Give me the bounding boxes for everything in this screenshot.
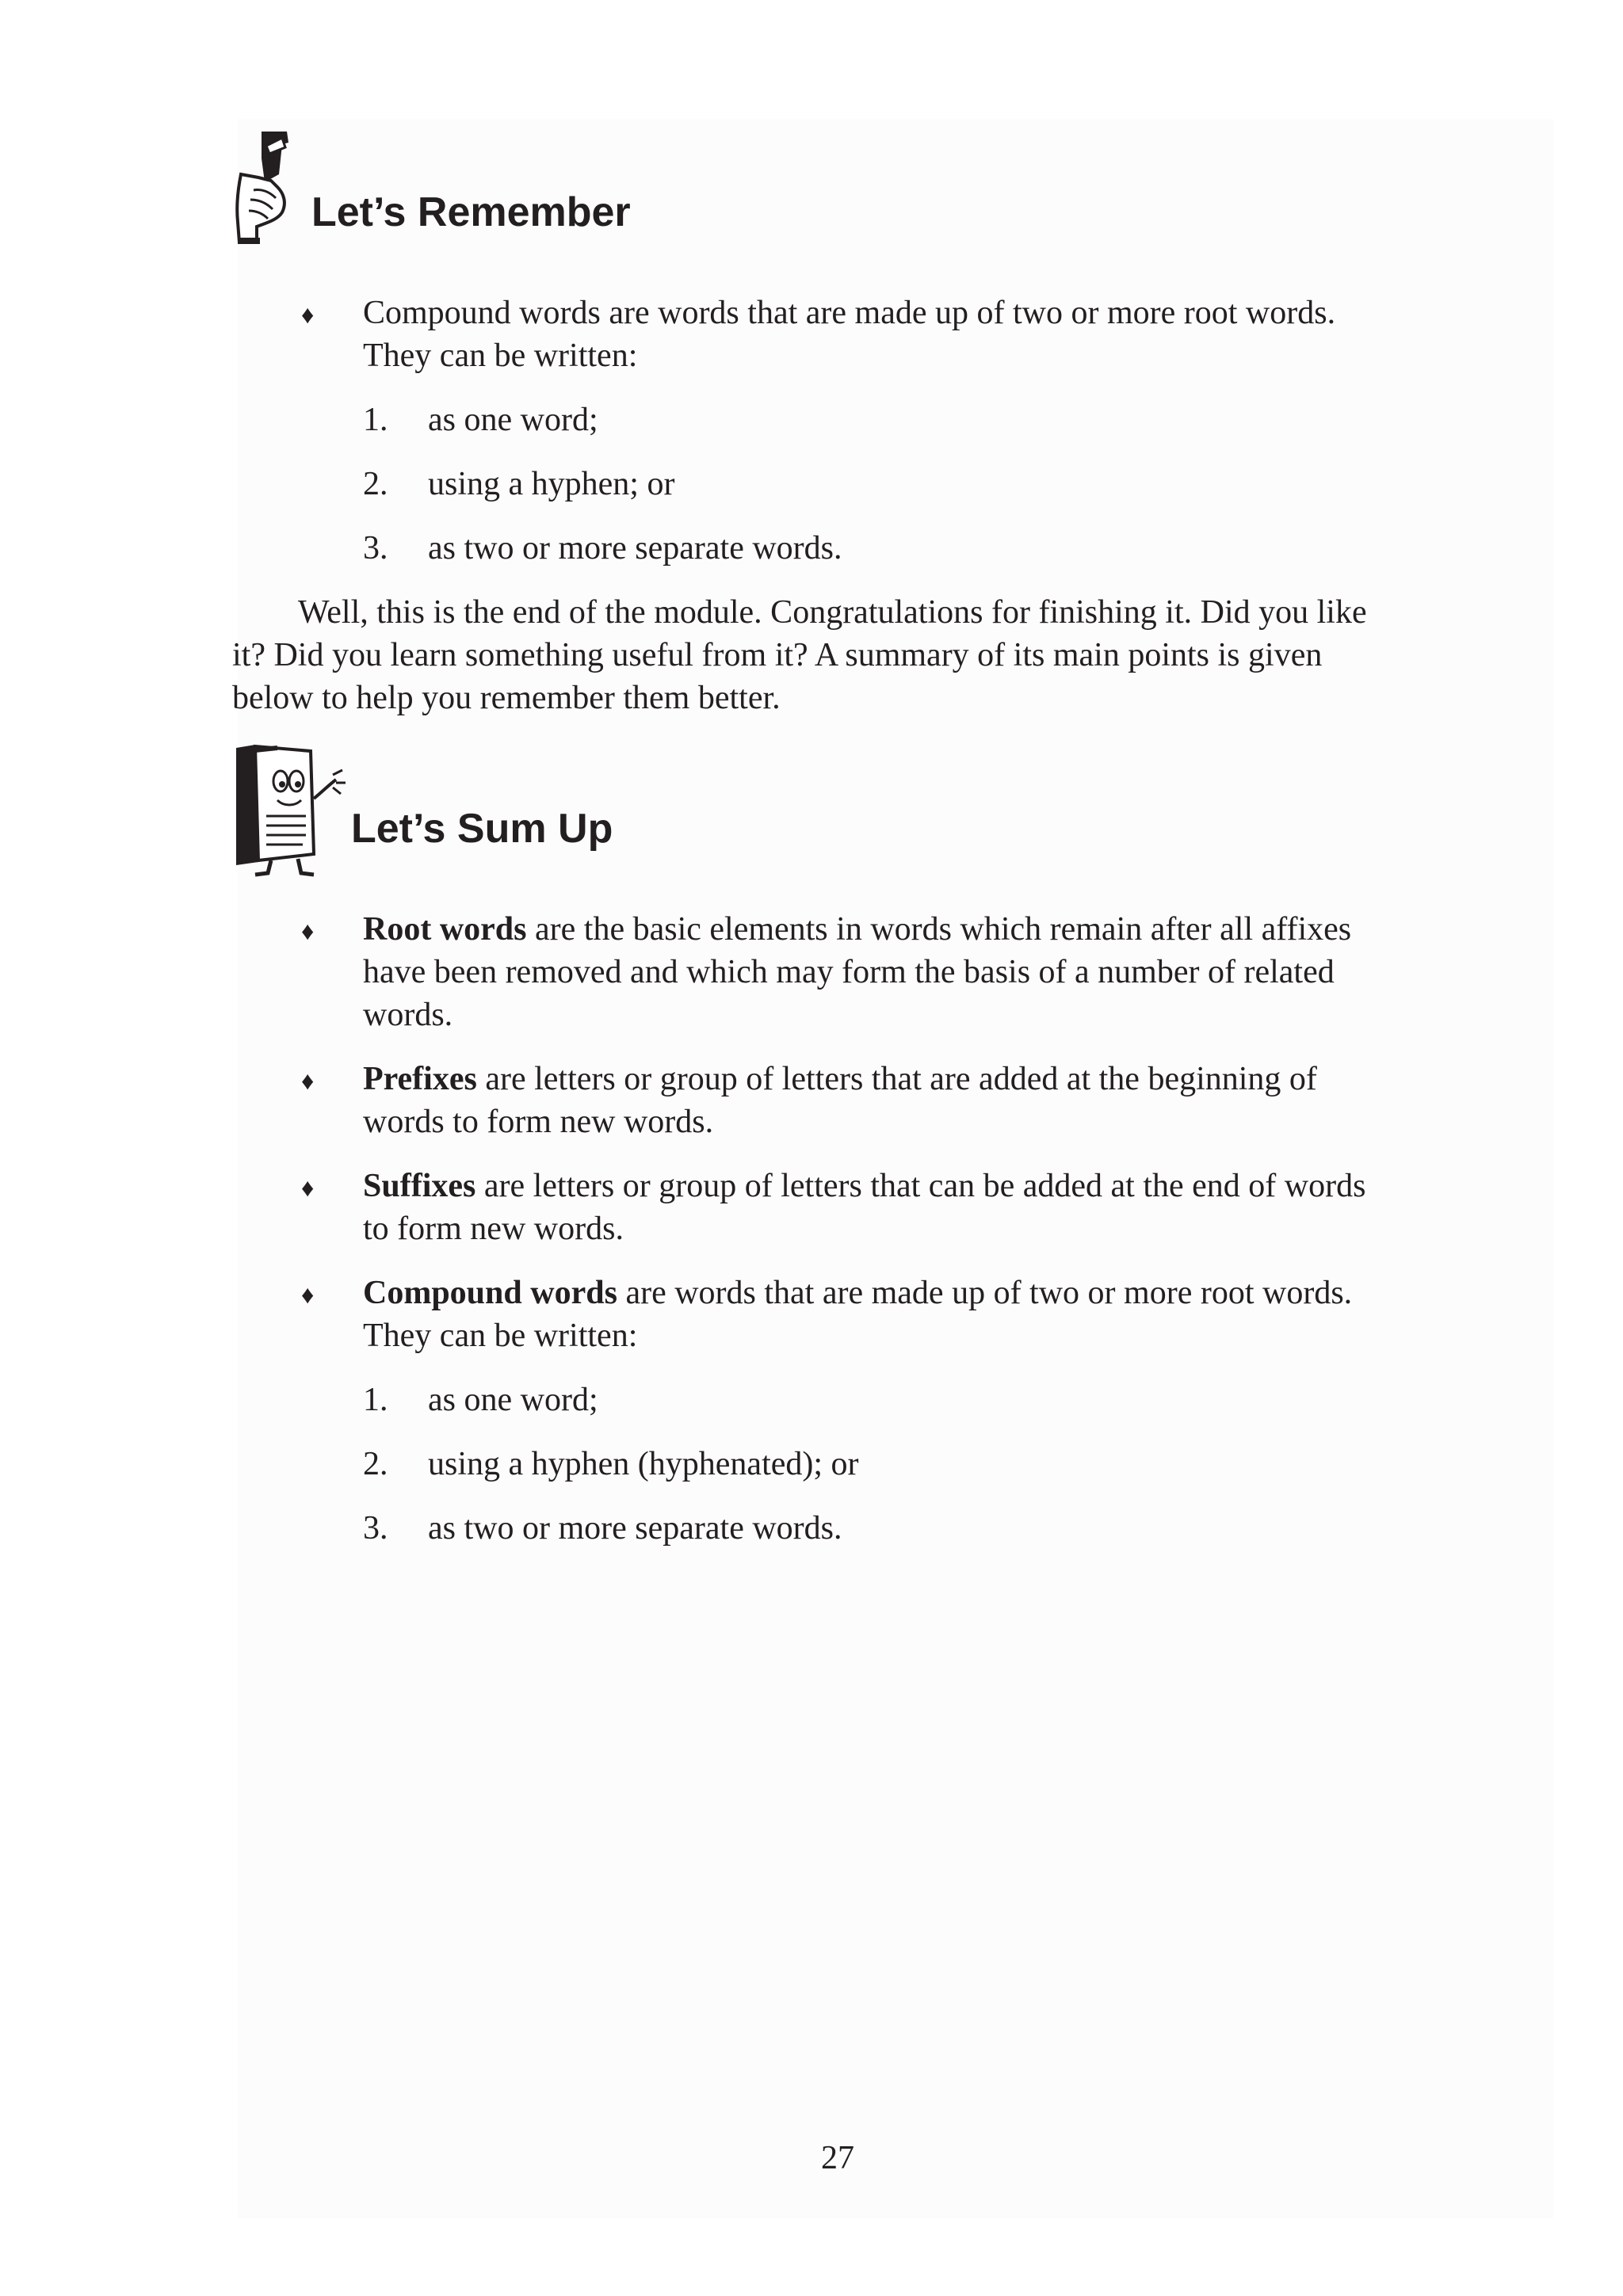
term-compound-words: Compound words [363, 1275, 617, 1311]
remember-list-item-2: using a hyphen; or [428, 466, 675, 502]
page-number: 27 [821, 2140, 854, 2176]
sumup-bullet-suffixes-line-1: Suffixes are letters or group of letters that can be added at the end of words [363, 1168, 1366, 1204]
sumup-list-item-1: as one word; [428, 1382, 598, 1418]
sumup-list-number-1: 1. [363, 1382, 388, 1418]
term-suffixes: Suffixes [363, 1168, 476, 1204]
sumup-list-item-2: using a hyphen (hyphenated); or [428, 1446, 859, 1482]
bullet-diamond-icon: ♦ [301, 1280, 315, 1309]
bullet-diamond-icon: ♦ [301, 917, 315, 945]
sumup-list-number-3: 3. [363, 1510, 388, 1547]
remember-list-number-3: 3. [363, 530, 388, 566]
term-root-words: Root words [363, 911, 527, 948]
sumup-list-item-3: as two or more separate words. [428, 1510, 842, 1547]
bullet-diamond-icon: ♦ [301, 300, 315, 329]
sumup-bullet-prefixes-line-2: words to form new words. [363, 1104, 714, 1140]
remember-list-item-1: as one word; [428, 402, 598, 438]
term-prefixes: Prefixes [363, 1061, 477, 1097]
sumup-bullet-root-words-line-2: have been removed and which may form the basis of a number of related [363, 954, 1335, 990]
hand-holding-pen-icon [230, 127, 298, 246]
closing-paragraph-line-3: below to help you remember them better. [232, 680, 781, 716]
remember-list-number-2: 2. [363, 466, 388, 502]
section-heading-lets-sum-up: Let’s Sum Up [351, 806, 613, 852]
sumup-bullet-compound-words-line-1: Compound words are words that are made up of two or more root words. [363, 1275, 1353, 1311]
remember-bullet-line-1: Compound words are words that are made up of two or more root words. [363, 295, 1336, 331]
sumup-bullet-root-words-line-3: words. [363, 997, 453, 1033]
sumup-bullet-prefixes-line-1: Prefixes are letters or group of letters that are added at the beginning of [363, 1061, 1317, 1097]
remember-list-item-3: as two or more separate words. [428, 530, 842, 566]
closing-paragraph-line-2: it? Did you learn something useful from it? A summary of its main points is given [232, 637, 1323, 673]
bullet-diamond-icon: ♦ [301, 1066, 315, 1095]
closing-paragraph-line-1: Well, this is the end of the module. Congratulations for finishing it. Did you like [298, 594, 1367, 631]
remember-list-number-1: 1. [363, 402, 388, 438]
cartoon-document-character-icon [231, 743, 347, 878]
bullet-diamond-icon: ♦ [301, 1173, 315, 1202]
sumup-bullet-compound-words-line-2: They can be written: [363, 1318, 638, 1354]
sumup-bullet-suffixes-line-2: to form new words. [363, 1211, 624, 1247]
remember-bullet-line-2: They can be written: [363, 338, 638, 374]
section-heading-lets-remember: Let’s Remember [311, 189, 631, 235]
sumup-bullet-root-words-line-1: Root words are the basic elements in words which remain after all affixes [363, 911, 1352, 948]
sumup-list-number-2: 2. [363, 1446, 388, 1482]
